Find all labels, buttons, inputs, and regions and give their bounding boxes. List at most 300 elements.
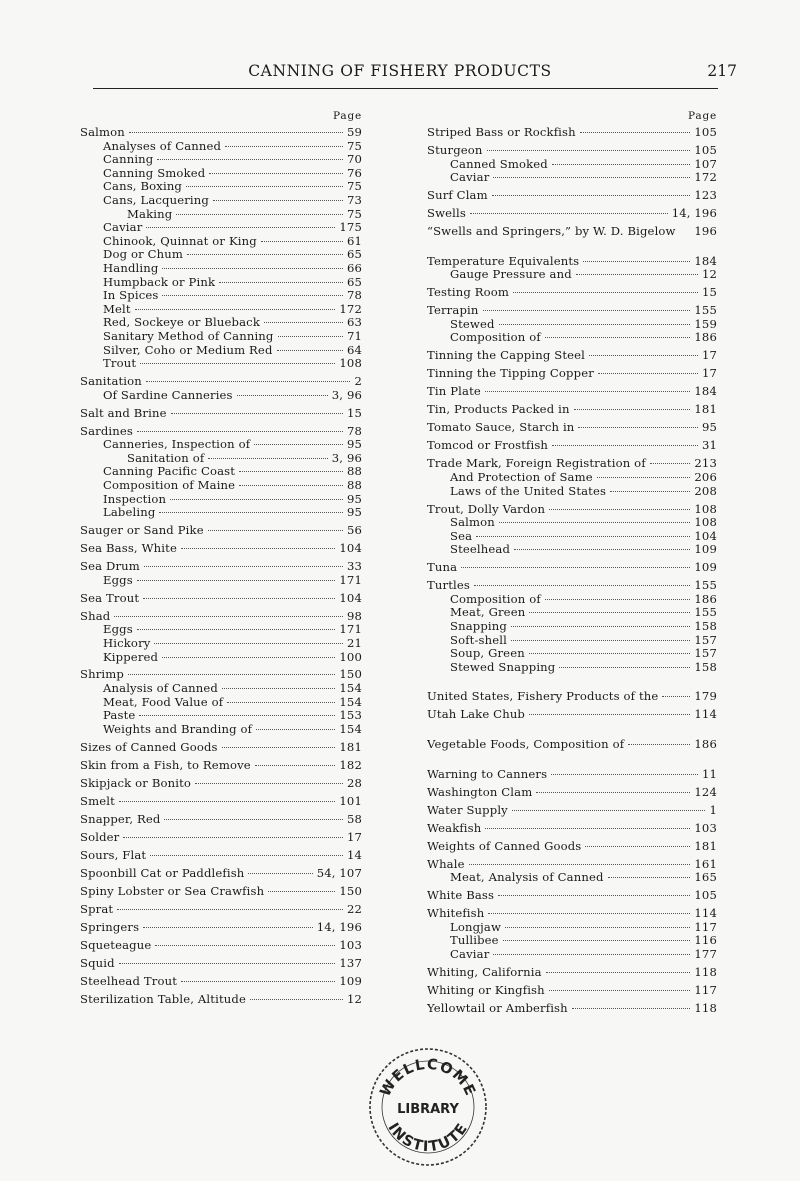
entry-term: Canning Smoked [103,165,206,180]
entry-page-ref: 154 [339,721,362,736]
dot-leader [181,548,335,549]
entry-page-ref: 88 [346,464,362,479]
index-entry [80,741,362,755]
entry-page-ref: 105 [694,125,717,139]
entry-page-ref: 12 [701,267,717,282]
dot-leader [208,458,327,459]
index-entry [427,966,717,980]
entry-term: Caviar [450,170,490,185]
entry-term: Shrimp [80,667,124,682]
entry-term: Sprat [80,901,114,916]
index-entry [80,425,362,439]
entry-page-ref: 165 [694,870,717,885]
entry-page-ref: 15 [701,285,717,300]
entry-page-ref: 186 [694,737,717,752]
entry-term: Sea Trout [80,590,140,605]
entry-term: Salt and Brine [80,405,167,420]
entry-term: Squid [80,955,115,970]
index-entry [80,479,362,493]
entry-term: Tin, Products Packed in [427,402,570,417]
dot-leader [155,945,335,946]
dot-leader [552,164,691,165]
entry-page-ref: 95 [701,420,717,435]
entry-page-ref: 103 [339,937,362,952]
index-entry [80,682,362,696]
entry-term: Striped Bass or Rockfish [427,125,576,139]
entry-page-ref: 33 [346,559,362,574]
entry-page-ref: 28 [346,775,362,790]
index-entry [80,248,362,262]
index-entry [427,286,717,300]
entry-term: Caviar [450,946,490,961]
dot-leader [114,616,343,617]
dot-leader [461,567,690,568]
index-entry [80,921,362,935]
entry-term: Silver, Coho or Medium Red [103,342,273,357]
entry-page-ref: 75 [346,138,362,153]
index-entry [427,207,717,221]
dot-leader [493,177,690,178]
entry-page-ref: 184 [694,253,717,268]
index-entry [80,235,362,249]
dot-leader [143,927,312,928]
index-entry [80,407,362,421]
dot-leader [164,819,342,820]
entry-term: Washington Clam [427,784,533,799]
entry-term: Vegetable Foods, Composition of [427,737,625,752]
dot-leader [549,509,690,510]
index-entry [80,903,362,917]
entry-page-ref: 157 [694,646,717,661]
dot-leader [225,146,343,147]
stamp-bottom-text: INSTITUTE [384,1120,472,1156]
entry-page-ref: 213 [694,456,717,471]
entry-page-ref: 98 [346,608,362,623]
index-entry [427,158,717,172]
entry-page-ref: 158 [694,659,717,674]
index-entry [80,316,362,330]
index-entry [80,276,362,290]
entry-term: Sauger or Sand Pike [80,523,204,538]
index-entry [80,262,362,276]
page-header [0,62,800,84]
entry-term: Analyses of Canned [103,138,222,153]
dot-leader [505,927,690,928]
entry-term: Dog or Chum [103,247,184,262]
dot-leader [583,261,690,262]
column-heading-page: Page [333,110,362,122]
entry-term: Sterilization Table, Altitude [80,991,246,1006]
index-entry [427,530,717,544]
entry-term: Tomcod or Frostfish [427,438,549,453]
entry-term: Sizes of Canned Goods [80,739,218,754]
dot-leader [162,295,342,296]
dot-leader [511,640,690,641]
dot-leader [572,1008,691,1009]
entry-term: Analysis of Canned [103,681,218,696]
entry-page-ref: 1 [709,802,717,817]
page-number: 217 [707,62,737,80]
entry-page-ref: 73 [346,192,362,207]
dot-leader [470,213,668,214]
entry-term: Weakfish [427,820,482,835]
dot-leader [261,241,343,242]
index-entry [427,471,717,485]
entry-term: Eggs [103,622,133,637]
entry-term: Making [127,206,173,221]
entry-term: Salmon [450,515,495,530]
entry-term: In Spices [103,288,159,303]
entry-term: Solder [80,829,120,844]
entry-page-ref: 114 [694,906,717,921]
index-entry [80,723,362,737]
entry-term: Composition of Maine [103,478,236,493]
entry-page-ref: 117 [694,919,717,934]
entry-term: Meat, Green [450,605,526,620]
index-entry [427,606,717,620]
index-entry [427,304,717,318]
entry-page-ref: 63 [346,315,362,330]
entry-term: Tuna [427,560,458,575]
index-entry [80,506,362,520]
entry-page-ref: 15 [346,405,362,420]
index-entry [80,993,362,1007]
entry-page-ref: 14, 196 [316,919,362,934]
entry-term: United States, Fishery Products of the [427,689,659,704]
dot-leader [499,324,691,325]
entry-page-ref: 17 [701,366,717,381]
entry-page-ref: 179 [694,689,717,704]
index-entry [427,948,717,962]
index-entry [80,221,362,235]
entry-term: Skin from a Fish, to Remove [80,757,251,772]
entry-page-ref: 196 [694,224,717,239]
index-entry [80,637,362,651]
entry-page-ref: 182 [339,757,362,772]
dot-leader [598,373,698,374]
dot-leader [610,491,690,492]
entry-term: Canning [103,152,154,167]
entry-term: Cans, Boxing [103,179,183,194]
entry-page-ref: 61 [346,233,362,248]
entry-term: Smelt [80,793,115,808]
entry-term: Tinning the Capping Steel [427,348,586,363]
dot-leader [137,580,336,581]
entry-term: Spoonbill Cat or Paddlefish [80,865,245,880]
column-heading-page: Page [688,110,717,122]
index-entry [427,1002,717,1016]
index-entry [427,690,717,704]
entry-term: Eggs [103,572,133,587]
entry-term: Turtles [427,578,470,593]
index-entry [80,610,362,624]
index-entry [427,634,717,648]
entry-term: Canning Pacific Coast [103,464,236,479]
entry-page-ref: 171 [339,572,362,587]
entry-page-ref: 155 [694,578,717,593]
dot-leader [222,747,336,748]
dot-leader [157,159,343,160]
entry-term: Shad [80,608,111,623]
entry-term: Stewed [450,316,495,331]
entry-page-ref: 66 [346,260,362,275]
entry-page-ref: 137 [339,955,362,970]
dot-leader [589,355,698,356]
dot-leader [135,309,336,310]
entry-term: Tomato Sauce, Starch in [427,420,575,435]
entry-page-ref: 95 [346,437,362,452]
entry-page-ref: 95 [346,505,362,520]
dot-leader [485,828,690,829]
index-entry [80,651,362,665]
entry-page-ref: 175 [339,220,362,235]
dot-leader [277,350,343,351]
entry-page-ref: 177 [694,946,717,961]
entry-term: Trout [103,356,137,371]
entry-term: Warning to Canners [427,766,548,781]
index-entry [80,180,362,194]
dot-leader [137,431,343,432]
dot-leader [159,512,343,513]
entry-term: Temperature Equivalents [427,253,580,268]
index-entry [80,867,362,881]
index-entry [80,452,362,466]
index-entry [80,330,362,344]
dot-leader [578,427,698,428]
entry-term: Gauge Pressure and [450,267,572,282]
entry-term: Springers [80,919,140,934]
entry-term: Caviar [103,220,143,235]
dot-leader [485,391,691,392]
entry-term: Utah Lake Chub [427,707,526,722]
dot-leader [219,282,343,283]
dot-leader [195,783,343,784]
entry-page-ref: 206 [694,469,717,484]
dot-leader [469,864,691,865]
entry-term: Handling [103,260,159,275]
dot-leader [551,774,698,775]
entry-term: Composition of [450,330,541,345]
dot-leader [512,810,706,811]
dot-leader [545,337,691,338]
dot-leader [239,471,343,472]
dot-leader [250,999,343,1000]
index-entry [427,647,717,661]
entry-term: Meat, Analysis of Canned [450,870,604,885]
index-entry [427,503,717,517]
entry-term: Spiny Lobster or Sea Crawfish [80,883,265,898]
index-entry [427,934,717,948]
entry-page-ref: 103 [694,820,717,835]
dot-leader [487,150,691,151]
dot-leader [123,837,343,838]
entry-page-ref: 155 [694,303,717,318]
entry-page-ref: 186 [694,330,717,345]
entry-term: Steelhead [450,542,511,557]
entry-page-ref: 2 [354,374,362,389]
entry-page-ref: 184 [694,384,717,399]
index-entry [80,153,362,167]
dot-leader [559,667,690,668]
dot-leader [208,530,343,531]
entry-term: Whale [427,856,465,871]
entry-term: Squeteague [80,937,152,952]
stamp-top-text: WELLCOME [377,1056,479,1100]
index-entry [80,574,362,588]
index-entry [427,516,717,530]
index-entry [80,885,362,899]
index-entry [80,438,362,452]
dot-leader [513,292,698,293]
index-entry [427,889,717,903]
entry-term: Tullibee [450,933,499,948]
entry-term: Sanitary Method of Canning [103,328,274,343]
entry-term: Sardines [80,423,134,438]
header-rule [93,88,718,89]
index-entry [80,777,362,791]
index-entry [427,225,717,239]
dot-leader [140,363,335,364]
entry-page-ref: 181 [694,838,717,853]
dot-leader [146,381,351,382]
dot-leader [154,643,342,644]
dot-leader [585,846,690,847]
entry-page-ref: 172 [694,170,717,185]
dot-leader [137,629,336,630]
dot-leader [529,653,691,654]
index-entry [427,822,717,836]
index-entry [427,331,717,345]
entry-page-ref: 123 [694,188,717,203]
index-entry [80,542,362,556]
entry-page-ref: 12 [346,991,362,1006]
index-entry [427,367,717,381]
dot-leader [237,395,328,396]
index-entry [427,403,717,417]
entry-term: Longjaw [450,919,502,934]
index-entry [80,389,362,403]
index-entry [427,858,717,872]
index-entry [80,813,362,827]
entry-page-ref: 150 [339,883,362,898]
dot-leader [492,195,691,196]
entry-page-ref: 155 [694,605,717,620]
entry-page-ref: 161 [694,856,717,871]
entry-term: Kippered [103,649,159,664]
index-entry [80,623,362,637]
dot-leader [662,696,690,697]
entry-page-ref: 75 [346,206,362,221]
entry-page-ref: 114 [694,707,717,722]
entry-page-ref: 104 [339,541,362,556]
dot-leader [176,214,343,215]
index-entry [427,840,717,854]
index-entry [80,759,362,773]
entry-term: Cans, Lacquering [103,192,209,207]
entry-term: Canned Smoked [450,156,548,171]
entry-page-ref: 54, 107 [316,865,362,880]
dot-leader [144,566,343,567]
index-entry [80,194,362,208]
entry-page-ref: 17 [701,348,717,363]
index-column-left [80,106,362,1006]
index-entry [427,738,717,752]
index-entry [427,561,717,575]
dot-leader [552,445,698,446]
entry-page-ref: 181 [339,739,362,754]
index-entry [427,189,717,203]
dot-leader [580,132,691,133]
entry-term: Composition of [450,591,541,606]
entry-page-ref: 208 [694,483,717,498]
entry-term: Weights of Canned Goods [427,838,582,853]
index-entry [427,255,717,269]
dot-leader [488,913,690,914]
dot-leader [162,268,343,269]
entry-term: Swells [427,206,466,221]
dot-leader [549,990,691,991]
dot-leader [117,909,343,910]
entry-term: Salmon [80,125,125,139]
dot-leader [170,499,343,500]
dot-leader [187,254,343,255]
entry-term: White Bass [427,888,495,903]
entry-term: Tinning the Tipping Copper [427,366,594,381]
index-entry [80,709,362,723]
index-entry [80,289,362,303]
entry-page-ref: 78 [346,423,362,438]
dot-leader [181,981,335,982]
dot-leader [650,463,691,464]
entry-term: Melt [103,301,131,316]
entry-page-ref: 70 [346,152,362,167]
dot-leader [498,895,690,896]
index-entry [427,144,717,158]
index-entry [427,620,717,634]
entry-term: Sea [450,528,473,543]
index-entry [427,421,717,435]
entry-term: Weights and Branding of [103,721,253,736]
entry-term: Sea Bass, White [80,541,177,556]
index-entry [427,485,717,499]
dot-leader [129,132,343,133]
entry-page-ref: 105 [694,888,717,903]
entry-page-ref: 65 [346,274,362,289]
index-entry [80,696,362,710]
entry-page-ref: 181 [694,402,717,417]
dot-leader [264,322,343,323]
entry-page-ref: 186 [694,591,717,606]
entry-page-ref: 17 [346,829,362,844]
entry-page-ref: 158 [694,619,717,634]
dot-leader [483,310,691,311]
entry-page-ref: 153 [339,708,362,723]
entry-page-ref: 157 [694,632,717,647]
dot-leader [171,413,343,414]
entry-page-ref: 108 [694,501,717,516]
entry-page-ref: 88 [346,478,362,493]
index-column-right [427,106,717,1015]
dot-leader [546,972,691,973]
dot-leader [139,715,335,716]
entry-term: Terrapin [427,303,479,318]
entry-page-ref: 154 [339,681,362,696]
entry-page-ref: 31 [701,438,717,453]
entry-page-ref: 150 [339,667,362,682]
dot-leader [146,227,335,228]
running-title: CANNING OF FISHERY PRODUCTS [248,62,552,80]
index-entry [80,592,362,606]
